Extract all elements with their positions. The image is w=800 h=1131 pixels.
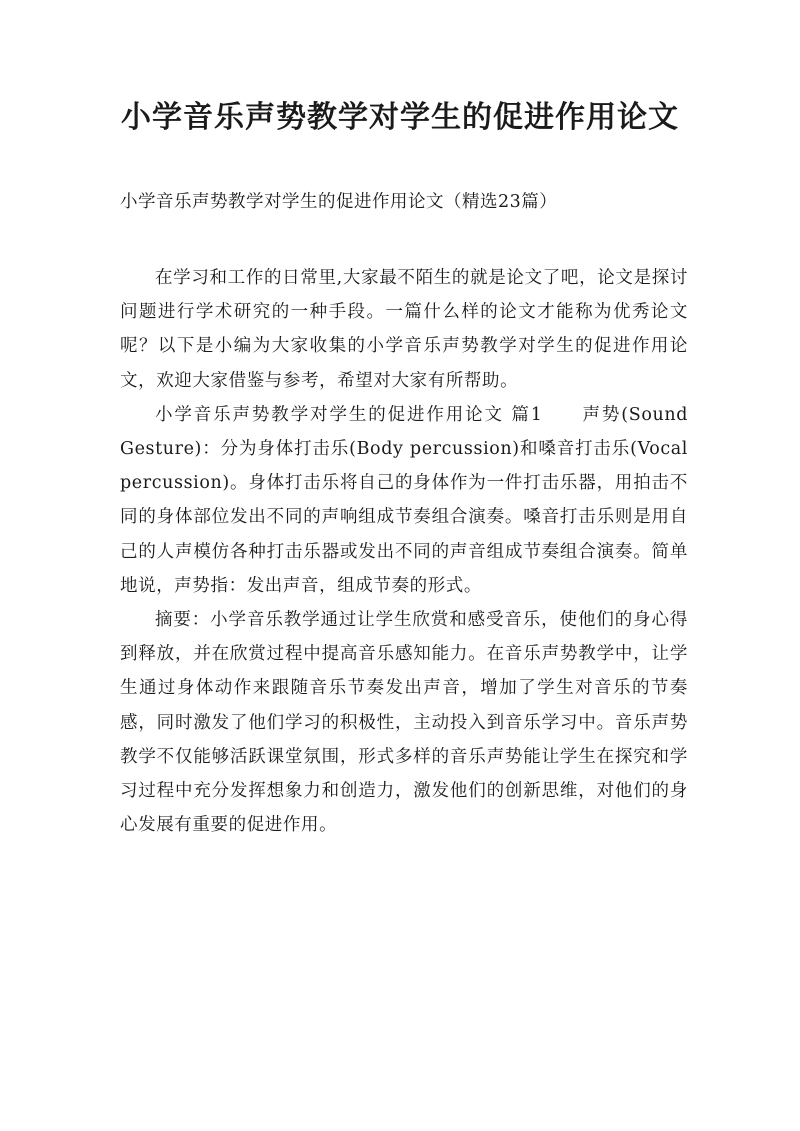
article-1-paragraph: 小学音乐声势教学对学生的促进作用论文 篇1 声势(Sound Gesture)：分为身体打击乐(Body percussion)和嗓音打击乐(Vocal percussion)。身体打击乐将自己的身体作为一件打击乐器，用拍击不同的身体部位发出不同的声响组成节奏组合演奏。嗓音打击乐则是用自己的人声模仿各种打击乐器或发出不同的声音组成节奏组合演奏。简单地说，声势指：发出声音，组成节奏的形式。 [120, 404, 688, 596]
abstract-paragraph: 摘要：小学音乐教学通过让学生欣赏和感受音乐，使他们的身心得到释放，并在欣赏过程中提高音乐感知能力。在音乐声势教学中，让学生通过身体动作来跟随音乐节奏发出声音，增加了学生对音乐的节奏感，同时激发了他们学习的积极性，主动投入到音乐学习中。音乐声势教学不仅能够活跃课堂氛围，形式多样的音乐声势能让学生在探究和学习过程中充分发挥想象力和创造力，激发他们的创新思维，对他们的身心发展有重要的促进作用。 [120, 610, 688, 836]
document-subtitle: 小学音乐声势教学对学生的促进作用论文（精选23篇） [120, 192, 558, 212]
document-title: 小学音乐声势教学对学生的促进作用论文 [121, 100, 679, 135]
document-body [120, 261, 688, 842]
intro-paragraph: 在学习和工作的日常里,大家最不陌生的就是论文了吧，论文是探讨问题进行学术研究的一种手段。一篇什么样的论文才能称为优秀论文呢？以下是小编为大家收集的小学音乐声势教学对学生的促进作用论文，欢迎大家借鉴与参考，希望对大家有所帮助。 [120, 268, 688, 391]
